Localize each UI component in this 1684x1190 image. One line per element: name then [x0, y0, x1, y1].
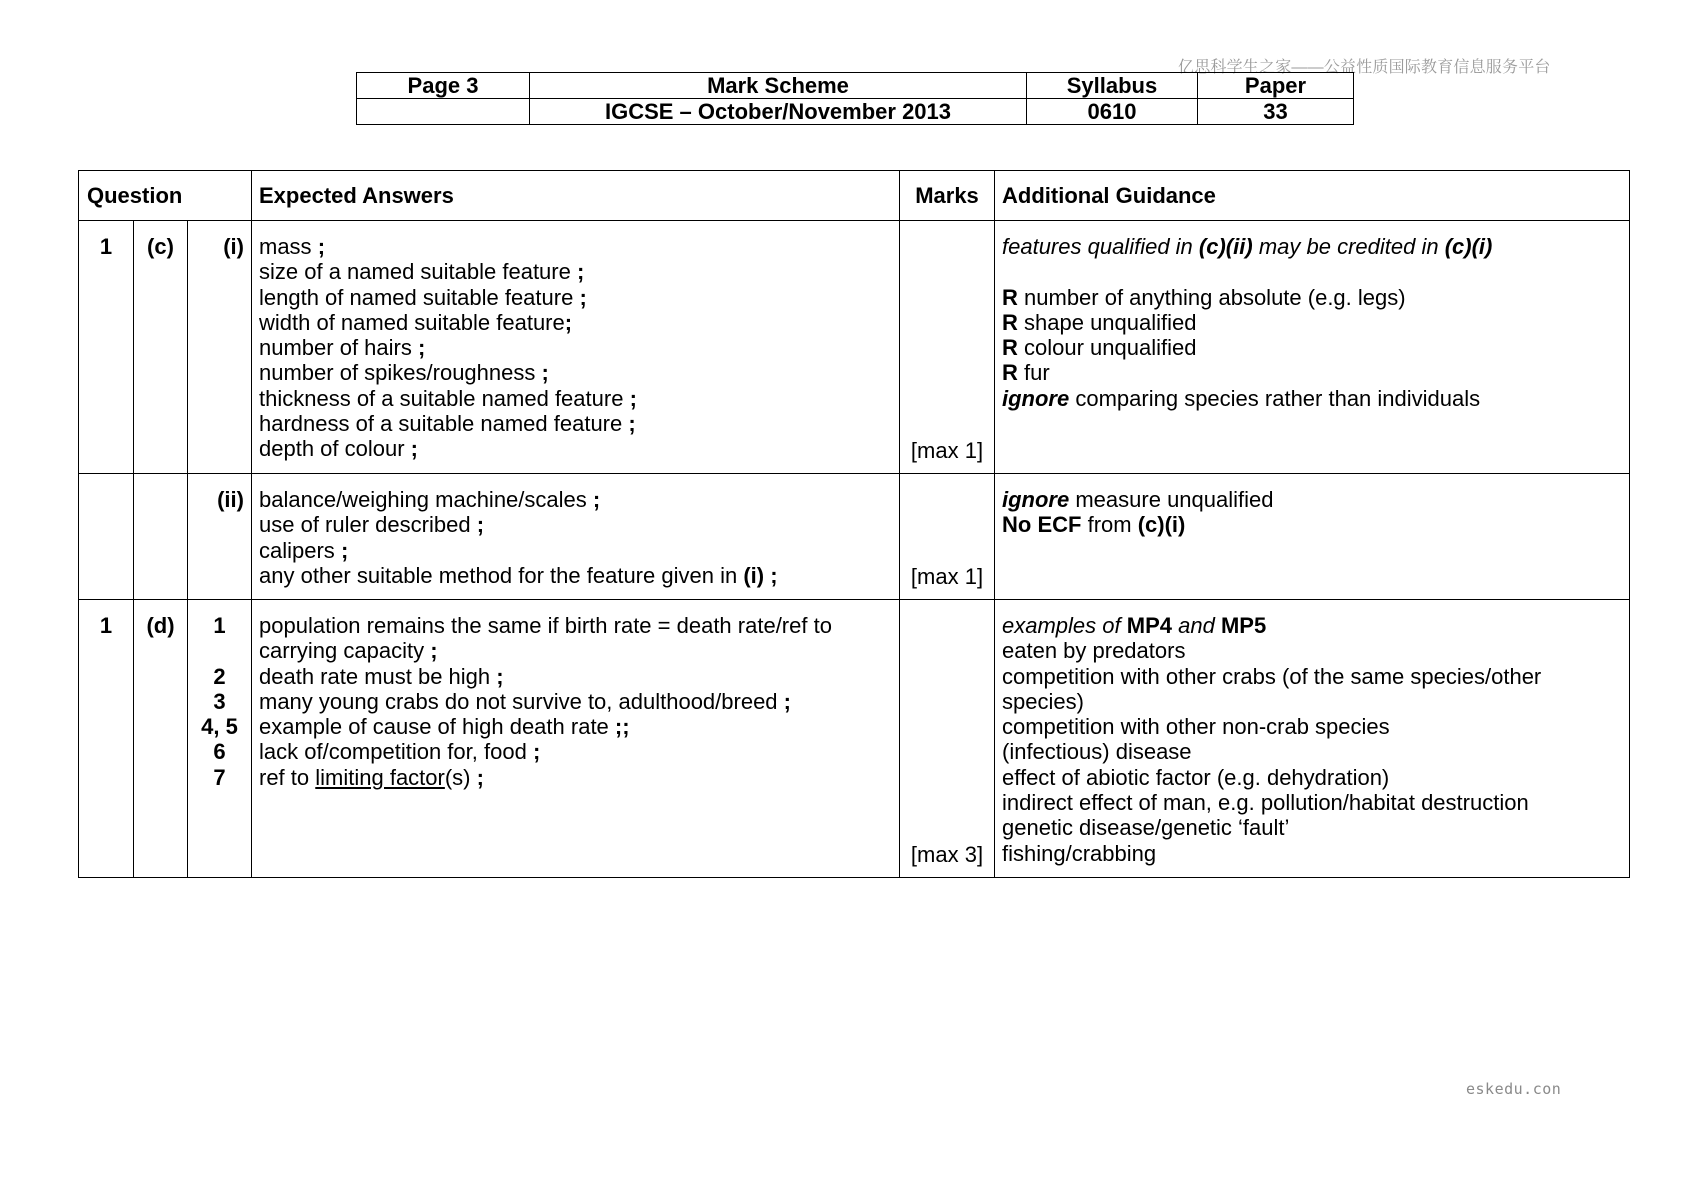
expected-answers: [252, 474, 900, 600]
guidance-text: shape unqualified: [1024, 309, 1197, 335]
header-syllabus: 0610: [1027, 99, 1198, 125]
guidance-text: eaten by predators: [1002, 638, 1186, 664]
header-expected: Expected Answers: [252, 171, 900, 221]
double-semicolon: ;;: [614, 714, 630, 740]
question-part: (c): [134, 221, 188, 474]
ignore-marker: ignore: [1002, 487, 1070, 512]
answer-text: calipers: [259, 537, 335, 563]
reject-marker: R: [1002, 335, 1018, 361]
header-question: Question: [79, 171, 188, 221]
header-empty: [357, 99, 530, 125]
guidance-ref: (c)(ii): [1198, 234, 1253, 259]
answer-text: ref to: [259, 764, 310, 790]
marks-cell: [900, 474, 995, 600]
question-number: [79, 474, 134, 600]
additional-guidance: [995, 474, 1630, 600]
marks-value: [max 3]: [910, 841, 984, 867]
marking-point-number: 7: [213, 764, 226, 790]
additional-guidance: [995, 600, 1630, 878]
guidance-text: species): [1002, 688, 1084, 714]
answer-text: example of cause of high death rate: [259, 714, 609, 740]
reject-marker: R: [1002, 309, 1018, 335]
answer-text: number of spikes/roughness: [259, 360, 536, 386]
answer-text: hardness of a suitable named feature: [259, 411, 623, 437]
guidance-text: competition with other non-crab species: [1002, 714, 1390, 740]
reject-marker: R: [1002, 360, 1018, 386]
semicolon: ;: [496, 663, 504, 689]
marks-cell: [900, 600, 995, 878]
reject-marker: R: [1002, 284, 1018, 310]
marking-point-number: 3: [213, 688, 226, 714]
answer-text: use of ruler described: [259, 512, 471, 538]
semicolon: ;: [532, 739, 541, 765]
marking-points: [188, 600, 252, 878]
guidance-text: comparing species rather than individuals: [1075, 385, 1481, 411]
guidance-text: fur: [1024, 360, 1050, 386]
guidance-text: examples of: [1002, 613, 1121, 638]
semicolon: ;: [628, 411, 636, 437]
question-number: 1: [79, 221, 134, 474]
guidance-text: effect of abiotic factor (e.g. dehydration): [1002, 764, 1390, 790]
expected-answers: [252, 221, 900, 474]
guidance-text: genetic disease/genetic ‘fault’: [1002, 815, 1290, 841]
semicolon: ;: [410, 436, 418, 462]
semicolon: ;: [541, 360, 549, 386]
question-part: (d): [134, 600, 188, 878]
guidance-text: and: [1178, 613, 1215, 638]
semicolon: ;: [476, 764, 484, 790]
semicolon: ;: [430, 638, 438, 664]
guidance-ref: (c)(i): [1444, 234, 1493, 259]
header-table: [356, 72, 1354, 125]
answer-text: mass: [259, 234, 312, 259]
guidance-text: indirect effect of man, e.g. pollution/habitat destruction: [1002, 790, 1529, 816]
guidance-text: measure unqualified: [1075, 487, 1274, 512]
table-row: [79, 600, 1630, 878]
semicolon: ;: [579, 284, 587, 310]
answer-ref: (i): [743, 562, 765, 588]
header-marks: Marks: [900, 171, 995, 221]
no-ecf-marker: No ECF: [1002, 512, 1082, 538]
guidance-ref: MP5: [1220, 613, 1267, 638]
header-syllabus-label: Syllabus: [1027, 73, 1198, 99]
answer-text: (s): [444, 764, 471, 790]
answer-text: any other suitable method for the feature given in: [259, 562, 738, 588]
answer-text: width of named suitable feature: [259, 309, 565, 335]
ignore-marker: ignore: [1002, 385, 1070, 411]
semicolon: ;: [592, 487, 601, 512]
underlined-term: limiting factor: [315, 764, 445, 790]
semicolon: ;: [340, 537, 349, 563]
guidance-text: features qualified in: [1002, 234, 1193, 259]
additional-guidance: [995, 221, 1630, 474]
answer-text: depth of colour: [259, 436, 405, 462]
marking-point-number: 4, 5: [201, 714, 238, 740]
answer-text: thickness of a suitable named feature: [259, 385, 624, 411]
answer-text: carrying capacity: [259, 638, 425, 664]
header-paper-label: Paper: [1198, 73, 1354, 99]
table-header-row: [79, 171, 1630, 221]
answer-text: population remains the same if birth rate = death rate/ref to: [259, 613, 832, 638]
table-row: [79, 221, 1630, 474]
guidance-ref: MP4: [1126, 613, 1172, 638]
answer-text: lack of/competition for, food: [259, 739, 527, 765]
guidance-text: (infectious) disease: [1002, 739, 1192, 765]
question-part: [134, 474, 188, 600]
answer-text: size of a named suitable feature: [259, 259, 571, 285]
answer-text: length of named suitable feature: [259, 284, 574, 310]
guidance-text: competition with other crabs (of the same species/other: [1002, 663, 1542, 689]
header-question-spacer: [188, 171, 252, 221]
guidance-text: fishing/crabbing: [1002, 840, 1157, 866]
answer-text: balance/weighing machine/scales: [259, 487, 587, 512]
semicolon: ;: [417, 335, 426, 361]
marks-value: [max 1]: [910, 563, 984, 589]
header-exam: IGCSE – October/November 2013: [530, 99, 1027, 125]
expected-answers: [252, 600, 900, 878]
semicolon: ;: [576, 259, 585, 285]
watermark-top-text: 亿思科学生之家——公益性质国际教育信息服务平台: [1178, 59, 1551, 76]
guidance-text: may be credited in: [1258, 234, 1439, 259]
semicolon: ;: [629, 385, 637, 411]
header-guidance: Additional Guidance: [995, 171, 1630, 221]
watermark-bottom-text: eskedu.con: [1466, 1080, 1562, 1098]
header-page: Page 3: [357, 73, 530, 99]
guidance-text: number of anything absolute (e.g. legs): [1024, 284, 1406, 310]
marking-point-number: 1: [213, 613, 226, 638]
semicolon: ;: [564, 309, 573, 335]
table-row: [79, 474, 1630, 600]
guidance-text: colour unqualified: [1024, 335, 1197, 361]
question-subpart: (ii): [188, 474, 252, 600]
marking-point-number: 6: [213, 739, 226, 765]
semicolon: ;: [783, 688, 791, 714]
semicolon: ;: [317, 234, 326, 259]
answer-text: number of hairs: [259, 335, 412, 361]
semicolon: ;: [476, 512, 485, 538]
mark-scheme-table: [78, 170, 1630, 878]
header-paper: 33: [1198, 99, 1354, 125]
answer-text: many young crabs do not survive to, adulthood/breed: [259, 688, 778, 714]
marking-point-number: 2: [213, 663, 226, 689]
marks-cell: [900, 221, 995, 474]
header-mark-scheme: Mark Scheme: [530, 73, 1027, 99]
answer-text: death rate must be high: [259, 663, 491, 689]
guidance-ref: (c)(i): [1137, 512, 1186, 538]
question-number: 1: [79, 600, 134, 878]
guidance-text: from: [1087, 512, 1132, 538]
semicolon: ;: [770, 562, 778, 588]
marks-value: [max 1]: [910, 437, 984, 463]
question-subpart: (i): [188, 221, 252, 474]
